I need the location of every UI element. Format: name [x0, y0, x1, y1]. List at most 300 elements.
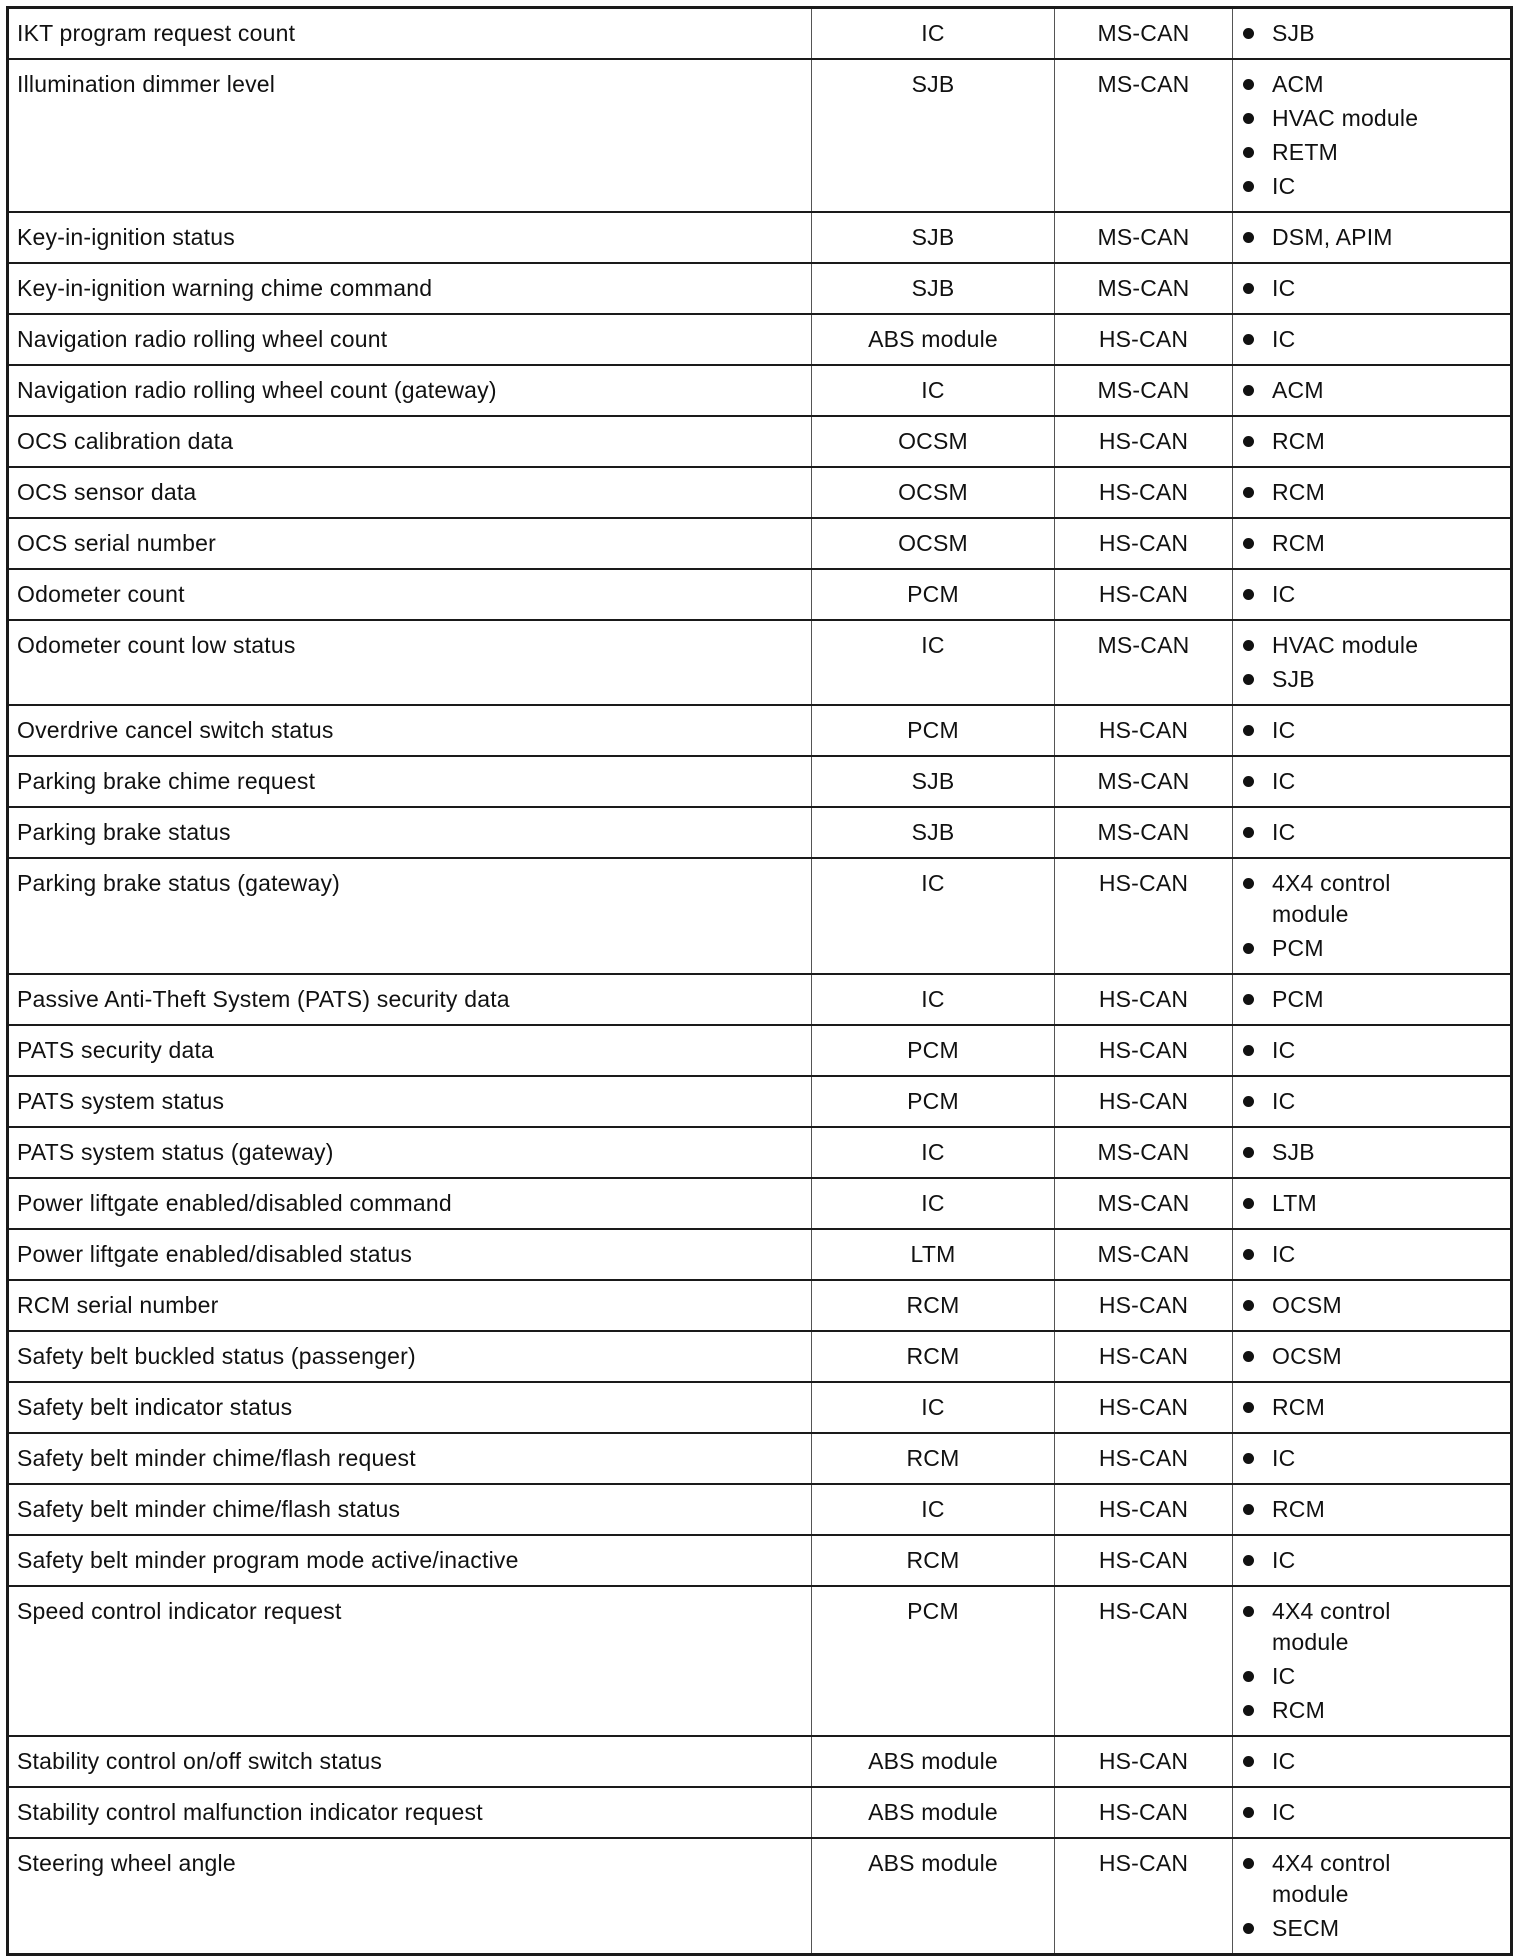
originator-cell: OCSM	[812, 416, 1055, 467]
originator-cell: IC	[812, 974, 1055, 1025]
network-cell: HS-CAN	[1055, 1025, 1233, 1076]
receiver-label: RCM	[1272, 428, 1325, 454]
table-row	[8, 1736, 1512, 1787]
receiver-item	[1241, 1035, 1502, 1066]
receiver-item	[1241, 1596, 1502, 1658]
table-row	[8, 1838, 1512, 1955]
table-row	[8, 858, 1512, 974]
bullet-icon	[1243, 113, 1254, 124]
bullet-icon	[1243, 79, 1254, 90]
message-cell: Navigation radio rolling wheel count	[8, 314, 812, 365]
receiver-label: RCM	[1272, 1697, 1325, 1723]
receivers-cell	[1233, 212, 1512, 263]
receiver-list	[1241, 715, 1502, 746]
receiver-label: IC	[1272, 275, 1296, 301]
table-row	[8, 212, 1512, 263]
receiver-list	[1241, 324, 1502, 355]
receiver-item	[1241, 1341, 1502, 1372]
table-row	[8, 620, 1512, 705]
message-cell: Overdrive cancel switch status	[8, 705, 812, 756]
originator-cell: IC	[812, 620, 1055, 705]
receiver-item	[1241, 528, 1502, 559]
receiver-item	[1241, 1137, 1502, 1168]
bullet-icon	[1243, 28, 1254, 39]
bullet-icon	[1243, 1300, 1254, 1311]
network-message-table	[6, 6, 1513, 1956]
receiver-label: IC	[1272, 1088, 1296, 1114]
originator-cell: RCM	[812, 1331, 1055, 1382]
table-row	[8, 8, 1512, 60]
receiver-label: IC	[1272, 1241, 1296, 1267]
originator-cell: SJB	[812, 59, 1055, 212]
receivers-cell	[1233, 1838, 1512, 1955]
message-cell: Stability control on/off switch status	[8, 1736, 812, 1787]
originator-cell: IC	[812, 1178, 1055, 1229]
receivers-cell	[1233, 1736, 1512, 1787]
receiver-item	[1241, 324, 1502, 355]
message-cell: OCS serial number	[8, 518, 812, 569]
table-row	[8, 705, 1512, 756]
network-cell: HS-CAN	[1055, 518, 1233, 569]
receiver-item	[1241, 1913, 1502, 1944]
originator-cell: IC	[812, 365, 1055, 416]
originator-cell: RCM	[812, 1433, 1055, 1484]
receiver-list	[1241, 273, 1502, 304]
originator-cell: ABS module	[812, 314, 1055, 365]
bullet-icon	[1243, 640, 1254, 651]
network-cell: HS-CAN	[1055, 1787, 1233, 1838]
receiver-list	[1241, 375, 1502, 406]
receiver-list	[1241, 1848, 1502, 1944]
receiver-item	[1241, 766, 1502, 797]
table-row	[8, 1076, 1512, 1127]
message-cell: Passive Anti-Theft System (PATS) security data	[8, 974, 812, 1025]
receiver-list	[1241, 1086, 1502, 1117]
message-cell: Safety belt indicator status	[8, 1382, 812, 1433]
table-row	[8, 1280, 1512, 1331]
receiver-item	[1241, 1086, 1502, 1117]
network-cell: HS-CAN	[1055, 1535, 1233, 1586]
table-row	[8, 807, 1512, 858]
table-row	[8, 1229, 1512, 1280]
bullet-icon	[1243, 589, 1254, 600]
network-cell: MS-CAN	[1055, 620, 1233, 705]
message-cell: Power liftgate enabled/disabled command	[8, 1178, 812, 1229]
receiver-list	[1241, 1290, 1502, 1321]
table-row	[8, 314, 1512, 365]
receiver-label: PCM	[1272, 986, 1324, 1012]
receiver-list	[1241, 426, 1502, 457]
receiver-list	[1241, 1545, 1502, 1576]
originator-cell: SJB	[812, 212, 1055, 263]
table-row	[8, 1127, 1512, 1178]
receivers-cell	[1233, 1025, 1512, 1076]
message-cell: Safety belt minder program mode active/inactive	[8, 1535, 812, 1586]
receiver-item	[1241, 18, 1502, 49]
network-cell: HS-CAN	[1055, 705, 1233, 756]
network-cell: HS-CAN	[1055, 1586, 1233, 1736]
bullet-icon	[1243, 436, 1254, 447]
originator-cell: SJB	[812, 756, 1055, 807]
table-row	[8, 1535, 1512, 1586]
receiver-item	[1241, 817, 1502, 848]
receiver-label: IC	[1272, 1547, 1296, 1573]
receiver-item	[1241, 1290, 1502, 1321]
bullet-icon	[1243, 232, 1254, 243]
table-row	[8, 365, 1512, 416]
receivers-cell	[1233, 1484, 1512, 1535]
message-cell: IKT program request count	[8, 8, 812, 60]
bullet-icon	[1243, 1504, 1254, 1515]
message-cell: RCM serial number	[8, 1280, 812, 1331]
receiver-list	[1241, 1188, 1502, 1219]
message-cell: Steering wheel angle	[8, 1838, 812, 1955]
originator-cell: ABS module	[812, 1787, 1055, 1838]
bullet-icon	[1243, 1249, 1254, 1260]
bullet-icon	[1243, 1198, 1254, 1209]
message-cell: Key-in-ignition status	[8, 212, 812, 263]
receivers-cell	[1233, 705, 1512, 756]
receiver-item	[1241, 1797, 1502, 1828]
receiver-label: RCM	[1272, 1496, 1325, 1522]
originator-cell: IC	[812, 858, 1055, 974]
receiver-item	[1241, 426, 1502, 457]
receiver-label: SJB	[1272, 666, 1315, 692]
receiver-list	[1241, 1596, 1502, 1726]
receiver-item	[1241, 1661, 1502, 1692]
receiver-label: IC	[1272, 768, 1296, 794]
network-cell: HS-CAN	[1055, 416, 1233, 467]
originator-cell: IC	[812, 1127, 1055, 1178]
table-row	[8, 416, 1512, 467]
network-cell: HS-CAN	[1055, 1838, 1233, 1955]
network-cell: MS-CAN	[1055, 1127, 1233, 1178]
bullet-icon	[1243, 994, 1254, 1005]
receiver-label: SJB	[1272, 1139, 1315, 1165]
network-cell: HS-CAN	[1055, 1382, 1233, 1433]
receiver-label: DSM, APIM	[1272, 224, 1393, 250]
network-cell: MS-CAN	[1055, 365, 1233, 416]
bullet-icon	[1243, 827, 1254, 838]
receiver-label: RCM	[1272, 1394, 1325, 1420]
receivers-cell	[1233, 467, 1512, 518]
message-cell: Parking brake status	[8, 807, 812, 858]
bullet-icon	[1243, 487, 1254, 498]
bullet-icon	[1243, 1807, 1254, 1818]
bullet-icon	[1243, 334, 1254, 345]
receiver-item	[1241, 69, 1502, 100]
receiver-item	[1241, 1545, 1502, 1576]
message-cell: PATS system status (gateway)	[8, 1127, 812, 1178]
receiver-label: SECM	[1272, 1915, 1340, 1941]
table-row	[8, 1331, 1512, 1382]
receiver-list	[1241, 984, 1502, 1015]
receiver-item	[1241, 630, 1502, 661]
receivers-cell	[1233, 1787, 1512, 1838]
receiver-item	[1241, 1695, 1502, 1726]
bullet-icon	[1243, 1705, 1254, 1716]
receivers-cell	[1233, 8, 1512, 60]
message-cell: Odometer count low status	[8, 620, 812, 705]
receivers-cell	[1233, 59, 1512, 212]
receiver-list	[1241, 477, 1502, 508]
receiver-list	[1241, 630, 1502, 695]
originator-cell: PCM	[812, 1025, 1055, 1076]
originator-cell: ABS module	[812, 1736, 1055, 1787]
receiver-item	[1241, 103, 1502, 134]
message-cell: Navigation radio rolling wheel count (gateway)	[8, 365, 812, 416]
network-cell: HS-CAN	[1055, 1280, 1233, 1331]
originator-cell: PCM	[812, 1076, 1055, 1127]
receiver-label: IC	[1272, 326, 1296, 352]
receivers-cell	[1233, 756, 1512, 807]
receiver-list	[1241, 18, 1502, 49]
receivers-cell	[1233, 1586, 1512, 1736]
network-cell: HS-CAN	[1055, 1331, 1233, 1382]
message-cell: Safety belt minder chime/flash request	[8, 1433, 812, 1484]
receivers-cell	[1233, 974, 1512, 1025]
message-cell: Parking brake chime request	[8, 756, 812, 807]
table-row	[8, 59, 1512, 212]
table-row	[8, 1382, 1512, 1433]
receiver-item	[1241, 477, 1502, 508]
bullet-icon	[1243, 147, 1254, 158]
table-row	[8, 1787, 1512, 1838]
network-cell: HS-CAN	[1055, 467, 1233, 518]
message-cell: PATS system status	[8, 1076, 812, 1127]
table-row	[8, 756, 1512, 807]
receiver-list	[1241, 868, 1502, 964]
receiver-list	[1241, 69, 1502, 202]
network-message-table-container	[6, 6, 1513, 1956]
originator-cell: IC	[812, 1382, 1055, 1433]
receiver-label: OCSM	[1272, 1292, 1342, 1318]
receiver-label: ACM	[1272, 71, 1324, 97]
table-row	[8, 1433, 1512, 1484]
receivers-cell	[1233, 807, 1512, 858]
bullet-icon	[1243, 1045, 1254, 1056]
receivers-cell	[1233, 1178, 1512, 1229]
bullet-icon	[1243, 776, 1254, 787]
receiver-label: HVAC module	[1272, 632, 1419, 658]
originator-cell: PCM	[812, 705, 1055, 756]
receiver-list	[1241, 1137, 1502, 1168]
receiver-list	[1241, 1746, 1502, 1777]
bullet-icon	[1243, 943, 1254, 954]
table-row	[8, 569, 1512, 620]
receiver-label: IC	[1272, 173, 1296, 199]
receiver-item	[1241, 868, 1502, 930]
bullet-icon	[1243, 725, 1254, 736]
receivers-cell	[1233, 416, 1512, 467]
originator-cell: IC	[812, 1484, 1055, 1535]
bullet-icon	[1243, 1096, 1254, 1107]
table-row	[8, 1586, 1512, 1736]
bullet-icon	[1243, 1402, 1254, 1413]
receiver-item	[1241, 984, 1502, 1015]
network-cell: MS-CAN	[1055, 8, 1233, 60]
message-cell: Safety belt minder chime/flash status	[8, 1484, 812, 1535]
receiver-item	[1241, 933, 1502, 964]
network-cell: MS-CAN	[1055, 263, 1233, 314]
originator-cell: SJB	[812, 263, 1055, 314]
originator-cell: PCM	[812, 1586, 1055, 1736]
receiver-item	[1241, 273, 1502, 304]
originator-cell: RCM	[812, 1535, 1055, 1586]
table-row	[8, 1178, 1512, 1229]
message-cell: Key-in-ignition warning chime command	[8, 263, 812, 314]
receiver-list	[1241, 222, 1502, 253]
receiver-label: RETM	[1272, 139, 1338, 165]
receivers-cell	[1233, 1331, 1512, 1382]
receiver-label: HVAC module	[1272, 105, 1419, 131]
receiver-item	[1241, 664, 1502, 695]
receivers-cell	[1233, 1535, 1512, 1586]
table-row	[8, 1484, 1512, 1535]
receiver-label: IC	[1272, 1799, 1296, 1825]
network-cell: MS-CAN	[1055, 59, 1233, 212]
receiver-label: RCM	[1272, 479, 1325, 505]
receivers-cell	[1233, 263, 1512, 314]
receiver-item	[1241, 375, 1502, 406]
receiver-list	[1241, 817, 1502, 848]
receiver-label: IC	[1272, 1445, 1296, 1471]
receiver-list	[1241, 528, 1502, 559]
bullet-icon	[1243, 385, 1254, 396]
network-cell: HS-CAN	[1055, 1736, 1233, 1787]
receiver-item	[1241, 1746, 1502, 1777]
receiver-list	[1241, 1239, 1502, 1270]
originator-cell: SJB	[812, 807, 1055, 858]
originator-cell: IC	[812, 8, 1055, 60]
bullet-icon	[1243, 1351, 1254, 1362]
receivers-cell	[1233, 1382, 1512, 1433]
message-cell: Illumination dimmer level	[8, 59, 812, 212]
bullet-icon	[1243, 1858, 1254, 1869]
bullet-icon	[1243, 1453, 1254, 1464]
message-cell: Parking brake status (gateway)	[8, 858, 812, 974]
receiver-label: SJB	[1272, 20, 1315, 46]
receivers-cell	[1233, 620, 1512, 705]
bullet-icon	[1243, 1555, 1254, 1566]
receiver-list	[1241, 579, 1502, 610]
bullet-icon	[1243, 674, 1254, 685]
receivers-cell	[1233, 314, 1512, 365]
bullet-icon	[1243, 1671, 1254, 1682]
network-cell: HS-CAN	[1055, 974, 1233, 1025]
receiver-item	[1241, 171, 1502, 202]
network-cell: HS-CAN	[1055, 569, 1233, 620]
message-cell: Odometer count	[8, 569, 812, 620]
receivers-cell	[1233, 365, 1512, 416]
receiver-item	[1241, 1848, 1502, 1910]
originator-cell: PCM	[812, 569, 1055, 620]
receiver-item	[1241, 1188, 1502, 1219]
originator-cell: RCM	[812, 1280, 1055, 1331]
receiver-list	[1241, 1035, 1502, 1066]
message-cell: Speed control indicator request	[8, 1586, 812, 1736]
bullet-icon	[1243, 181, 1254, 192]
receiver-list	[1241, 1443, 1502, 1474]
table-row	[8, 1025, 1512, 1076]
originator-cell: OCSM	[812, 467, 1055, 518]
receivers-cell	[1233, 1127, 1512, 1178]
network-cell: MS-CAN	[1055, 1229, 1233, 1280]
receiver-label: PCM	[1272, 935, 1324, 961]
network-cell: HS-CAN	[1055, 1484, 1233, 1535]
receiver-list	[1241, 1797, 1502, 1828]
receiver-item	[1241, 1494, 1502, 1525]
receivers-cell	[1233, 518, 1512, 569]
receiver-item	[1241, 137, 1502, 168]
bullet-icon	[1243, 1923, 1254, 1934]
receiver-list	[1241, 1494, 1502, 1525]
receiver-label: IC	[1272, 1748, 1296, 1774]
receivers-cell	[1233, 858, 1512, 974]
originator-cell: OCSM	[812, 518, 1055, 569]
receiver-label: LTM	[1272, 1190, 1317, 1216]
network-cell: MS-CAN	[1055, 1178, 1233, 1229]
receiver-label: IC	[1272, 717, 1296, 743]
receiver-label: RCM	[1272, 530, 1325, 556]
bullet-icon	[1243, 283, 1254, 294]
table-row	[8, 467, 1512, 518]
receiver-item	[1241, 222, 1502, 253]
network-cell: MS-CAN	[1055, 807, 1233, 858]
receivers-cell	[1233, 569, 1512, 620]
receiver-item	[1241, 1392, 1502, 1423]
receiver-list	[1241, 766, 1502, 797]
message-cell: OCS calibration data	[8, 416, 812, 467]
receiver-label: OCSM	[1272, 1343, 1342, 1369]
message-cell: Stability control malfunction indicator request	[8, 1787, 812, 1838]
message-cell: OCS sensor data	[8, 467, 812, 518]
network-cell: HS-CAN	[1055, 1433, 1233, 1484]
receiver-label: IC	[1272, 819, 1296, 845]
message-cell: Power liftgate enabled/disabled status	[8, 1229, 812, 1280]
receiver-item	[1241, 1443, 1502, 1474]
table-row	[8, 518, 1512, 569]
bullet-icon	[1243, 878, 1254, 889]
receiver-label: IC	[1272, 581, 1296, 607]
table-body	[8, 8, 1512, 1955]
network-cell: HS-CAN	[1055, 858, 1233, 974]
message-cell: Safety belt buckled status (passenger)	[8, 1331, 812, 1382]
network-cell: HS-CAN	[1055, 1076, 1233, 1127]
receivers-cell	[1233, 1229, 1512, 1280]
receiver-label: ACM	[1272, 377, 1324, 403]
network-cell: MS-CAN	[1055, 212, 1233, 263]
table-row	[8, 974, 1512, 1025]
receivers-cell	[1233, 1433, 1512, 1484]
receiver-label: 4X4 control module	[1272, 870, 1391, 927]
receiver-list	[1241, 1392, 1502, 1423]
bullet-icon	[1243, 1606, 1254, 1617]
message-cell: PATS security data	[8, 1025, 812, 1076]
receiver-item	[1241, 1239, 1502, 1270]
receivers-cell	[1233, 1280, 1512, 1331]
originator-cell: ABS module	[812, 1838, 1055, 1955]
originator-cell: LTM	[812, 1229, 1055, 1280]
receiver-item	[1241, 579, 1502, 610]
receiver-label: IC	[1272, 1663, 1296, 1689]
receiver-label: 4X4 control module	[1272, 1850, 1391, 1907]
receiver-list	[1241, 1341, 1502, 1372]
bullet-icon	[1243, 1756, 1254, 1767]
receiver-item	[1241, 715, 1502, 746]
receiver-label: IC	[1272, 1037, 1296, 1063]
receivers-cell	[1233, 1076, 1512, 1127]
